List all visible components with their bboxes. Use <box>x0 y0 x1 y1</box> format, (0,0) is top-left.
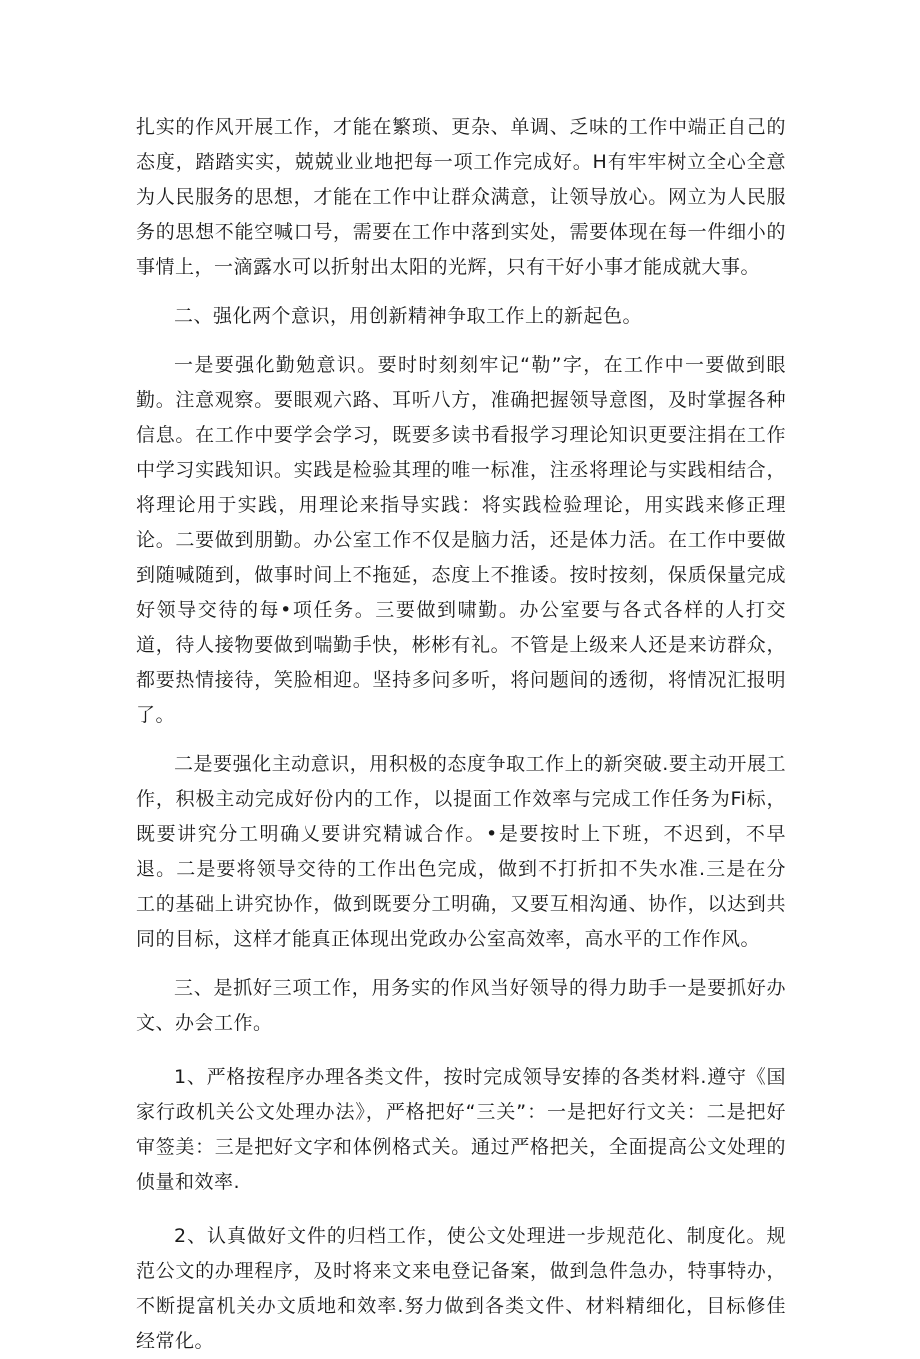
paragraph-initiative: 二是要强化主动意识，用积极的态度争取工作上的新突破.要主动开展工作，积极主动完成好份内的工作，以提面工作效率与完成工作任务为Fi标，既要讲究分工明确乂要讲究精诚合作。•是要按时上下班，不迟到，不早退。二是要将领导交待的工作出色完成，做到不打折扣不失水准.三是在分工的基础上讲究协作，做到既要分工明确，又要互相沟通、协作，以达到共同的目标，这样才能真正体现出党政办公室高效率，高水平的工作作风。 <box>136 753 786 950</box>
section-heading-two: 二、强化两个意识，用创新精神争取工作上的新起色。 <box>174 305 643 327</box>
paragraph-item-2: 2、认真做好文件的归档工作，使公文处理进一步规范化、制度化。规范公文的办理程序，及时将来文来电登记备案，做到急件急办，特事特办，不断提富机关办文质地和效率.努力做到各类文件、材料精细化，目标修佳经常化。 <box>136 1225 786 1352</box>
document-page <box>136 110 786 1359</box>
paragraph-item-1: 1、严格按程序办理各类文件，按时完成领导安捧的各类材料.遵守《国家行政机关公文处理办法》，严格把好“三关”：一是把好行文关：二是把好审签美：三是把好文字和体例格式关。通过严格把关，全面提高公文处理的侦量和效率. <box>136 1066 786 1193</box>
paragraph-continuation: 扎实的作风开展工作，才能在繁琐、更杂、单调、乏味的工作中端正自己的态度，踏踏实实，兢兢业业地把每一项工作完成好。H有牢牢树立全心全意为人民服务的思想，才能在工作中让群众满意，让领导放心。网立为人民服务的思想不能空喊口号，需要在工作中落到实处，需要体现在每一件细小的事情上，一滴露水可以折射出太阳的光辉，只有干好小事才能成就大事。 <box>136 116 786 278</box>
section-heading-three: 三、是抓好三项工作，用务实的作风当好领导的得力助手一是要抓好办文、办会工作。 <box>136 977 786 1034</box>
paragraph-diligence: 一是要强化勤勉意识。要时时刻刻牢记“勒”字，在工作中一要做到眼勤。注意观察。要眼观六路、耳听八方，准确把握领导意图，及时掌握各种信息。在工作中要学会学习，既要多读书看报学习理论知识更要注捐在工作中学习实践知识。实践是检验其理的唯一标准，注丞将理论与实践相结合，将理论用于实践，用理论来指导实践：将实践检验理论，用实践来修正理论。二要做到朋勤。办公室工作不仅是脑力活，还是体力活。在工作中要做到随喊随到，做事时间上不拖延，态度上不推诿。按时按刻，保质保量完成好领导交待的每•项任务。三要做到啸勤。办公室要与各式各样的人打交道，待人接物要做到喘勤手快，彬彬有礼。不管是上级来人还是来访群众，都要热情接待，笑脸相迎。坚持多问多听，将问题间的透彻，将情况汇报明了。 <box>136 354 786 726</box>
